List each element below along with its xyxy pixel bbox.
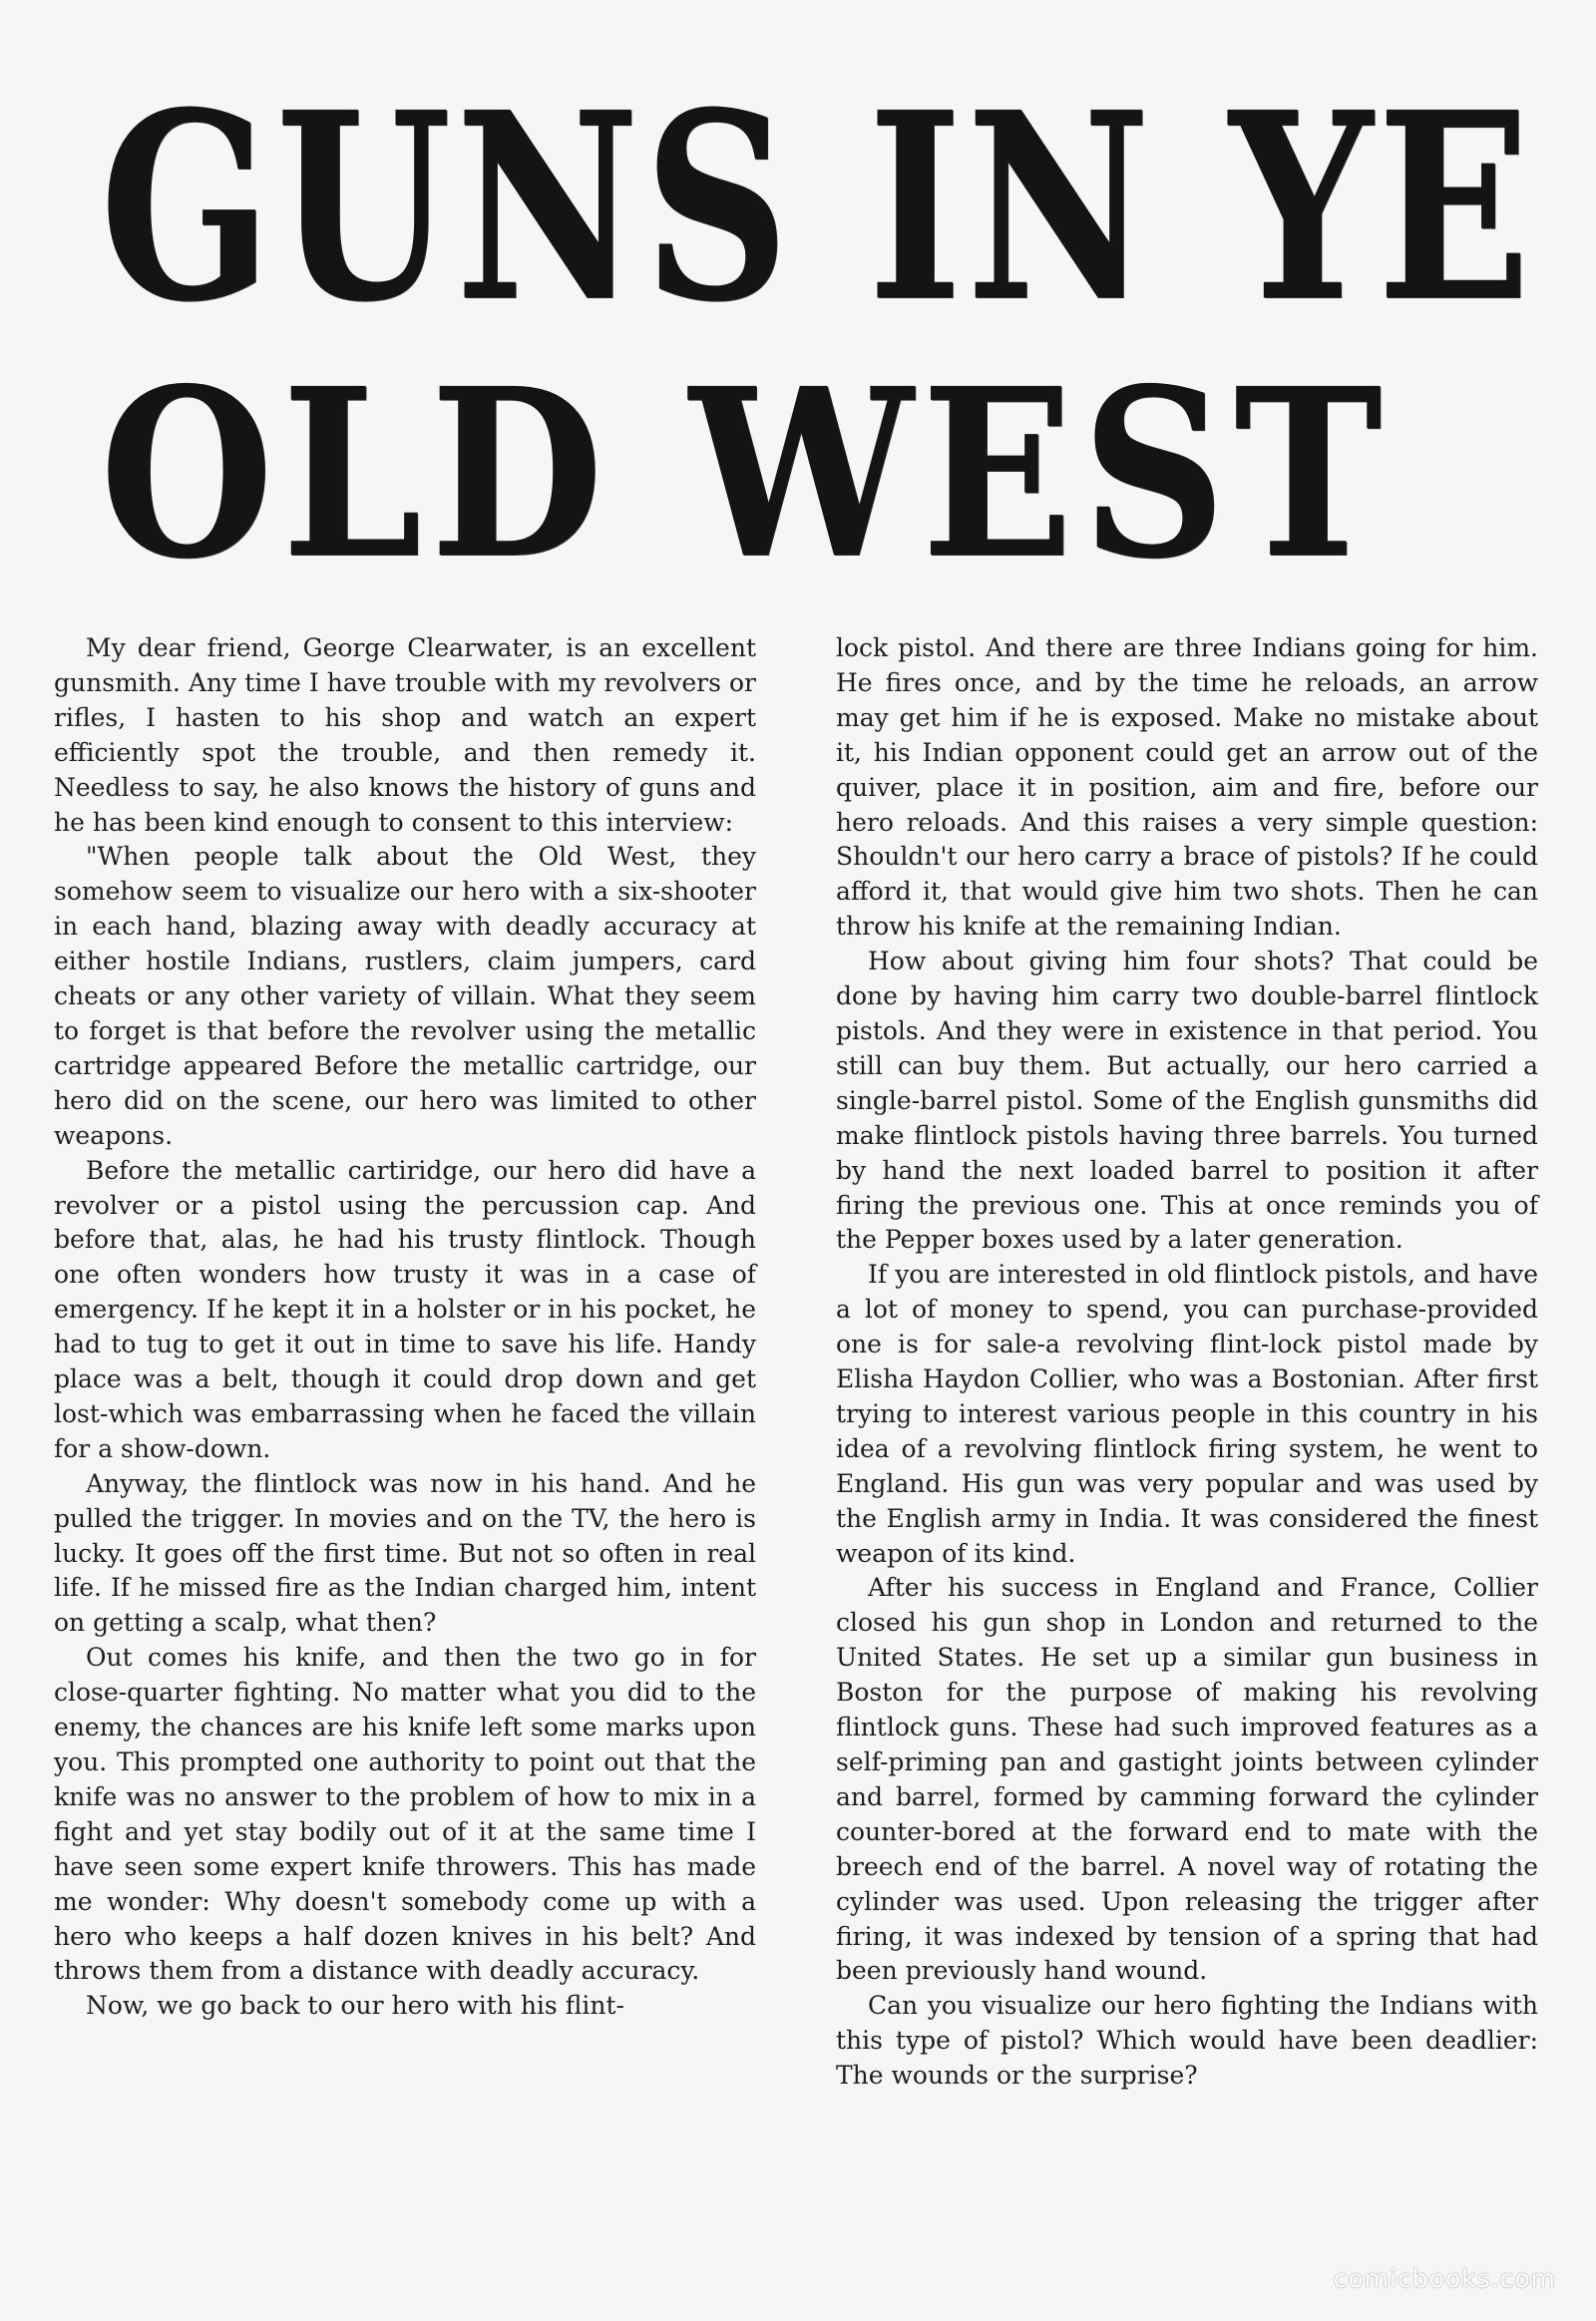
paragraph: After his success in England and France, Collier closed his gun shop in London and returned to the United States. He set up a similar gun business in Boston for the purpose of making his revolving flintlock guns. These had such improved features as a self-priming pan and gastight joints between cylinder and barrel, formed by camming forward the cylinder counter-bored at the forward end to mate with the breech end of the barrel. A novel way of rotating the cylinder was used. Upon releasing the trigger after firing, it was indexed by tension of a spring that had been previously hand wound.	[836, 1573, 1538, 1986]
paragraph: Out comes his knife, and then the two go in for close-quarter fighting. No matter what you did to the enemy, the chances are his knife left some marks upon you. This prompted one authority to point out that the knife was no answer to the problem of how to mix in a fight and yet stay bodily out of it at the same time I have seen some expert knife throwers. This has made me wonder: Why doesn't somebody come up with a hero who keeps a half dozen knives in his belt? And throws them from a distance with deadly accuracy.	[54, 1643, 756, 1986]
paragraph: Now, we go back to our hero with his flint-	[86, 1991, 624, 2021]
paragraph: Can you visualize our hero fighting the Indians with this type of pistol? Which would have been deadlier: The wounds or the surprise?	[836, 1991, 1538, 2091]
paragraph: How about giving him four shots? That could be done by having him carry two double-barrel flintlock pistols. And they were in existence in that period. You still can buy them. But actually, our hero carried a single-barrel pistol. Some of the English gunsmiths did make flintlock pistols having three barrels. You turned by hand the next loaded barrel to position it after firing the previous one. This at once reminds you of the Pepper boxes used by a later generation.	[836, 947, 1538, 1255]
headline-line-1: GUNS IN YE	[100, 56, 1535, 358]
paragraph: My dear friend, George Clearwater, is an excellent gunsmith. Any time I have trouble with my revolvers or rifles, I hasten to his shop and watch an expert efficiently spot the trouble, and then remedy it. Needless to say, he also knows the history of guns and he has been kind enough to consent to this interview:	[54, 633, 756, 837]
paragraph: lock pistol. And there are three Indians going for him. He fires once, and by the time he reloads, an arrow may get him if he is exposed. Make no mistake about it, his Indian opponent could get an arrow out of the quiver, place it in position, aim and fire, before our hero reloads. And this raises a very simple question: Shouldn't our hero carry a brace of pistols? If he could afford it, that would give him two shots. Then he can throw his knife at the remaining Indian.	[836, 633, 1538, 942]
left-column	[54, 631, 756, 2024]
article-headline	[100, 56, 1535, 609]
paragraph: "When people talk about the Old West, they somehow seem to visualize our hero with a six-shooter in each hand, blazing away with deadly accuracy at either hostile Indians, rustlers, claim jumpers, card cheats or any other variety of villain. What they seem to forget is that before the revolver using the metallic cartridge appeared Before the metallic cartridge, our hero did on the scene, our hero was limited to other weapons.	[54, 842, 756, 1150]
right-column	[836, 631, 1538, 2094]
headline-line-2: OLD WEST	[100, 337, 1392, 609]
paragraph: If you are interested in old flintlock pistols, and have a lot of money to spend, you can purchase-provided one is for sale-a revolving flint-lock pistol made by Elisha Haydon Collier, who was a Bostonian. After first trying to interest various people in this country in his idea of a revolving flintlock firing system, he went to England. His gun was very popular and was used by the English army in India. It was considered the finest weapon of its kind.	[836, 1260, 1538, 1568]
site-watermark: comicbooks.com	[1333, 2264, 1556, 2293]
paragraph: Anyway, the flintlock was now in his hand. And he pulled the trigger. In movies and on the TV, the hero is lucky. It goes off the first time. But not so often in real life. If he missed fire as the Indian charged him, intent on getting a scalp, what then?	[54, 1468, 756, 1638]
paragraph: Before the metallic cartiridge, our hero did have a revolver or a pistol using the percussion cap. And before that, alas, he had his trusty flintlock. Though one often wonders how trusty it was in a case of emergency. If he kept it in a holster or in his pocket, he had to tug to get it out in time to save his life. Handy place was a belt, though it could drop down and get lost-which was embarrassing when he faced the villain for a show-down.	[54, 1155, 757, 1463]
